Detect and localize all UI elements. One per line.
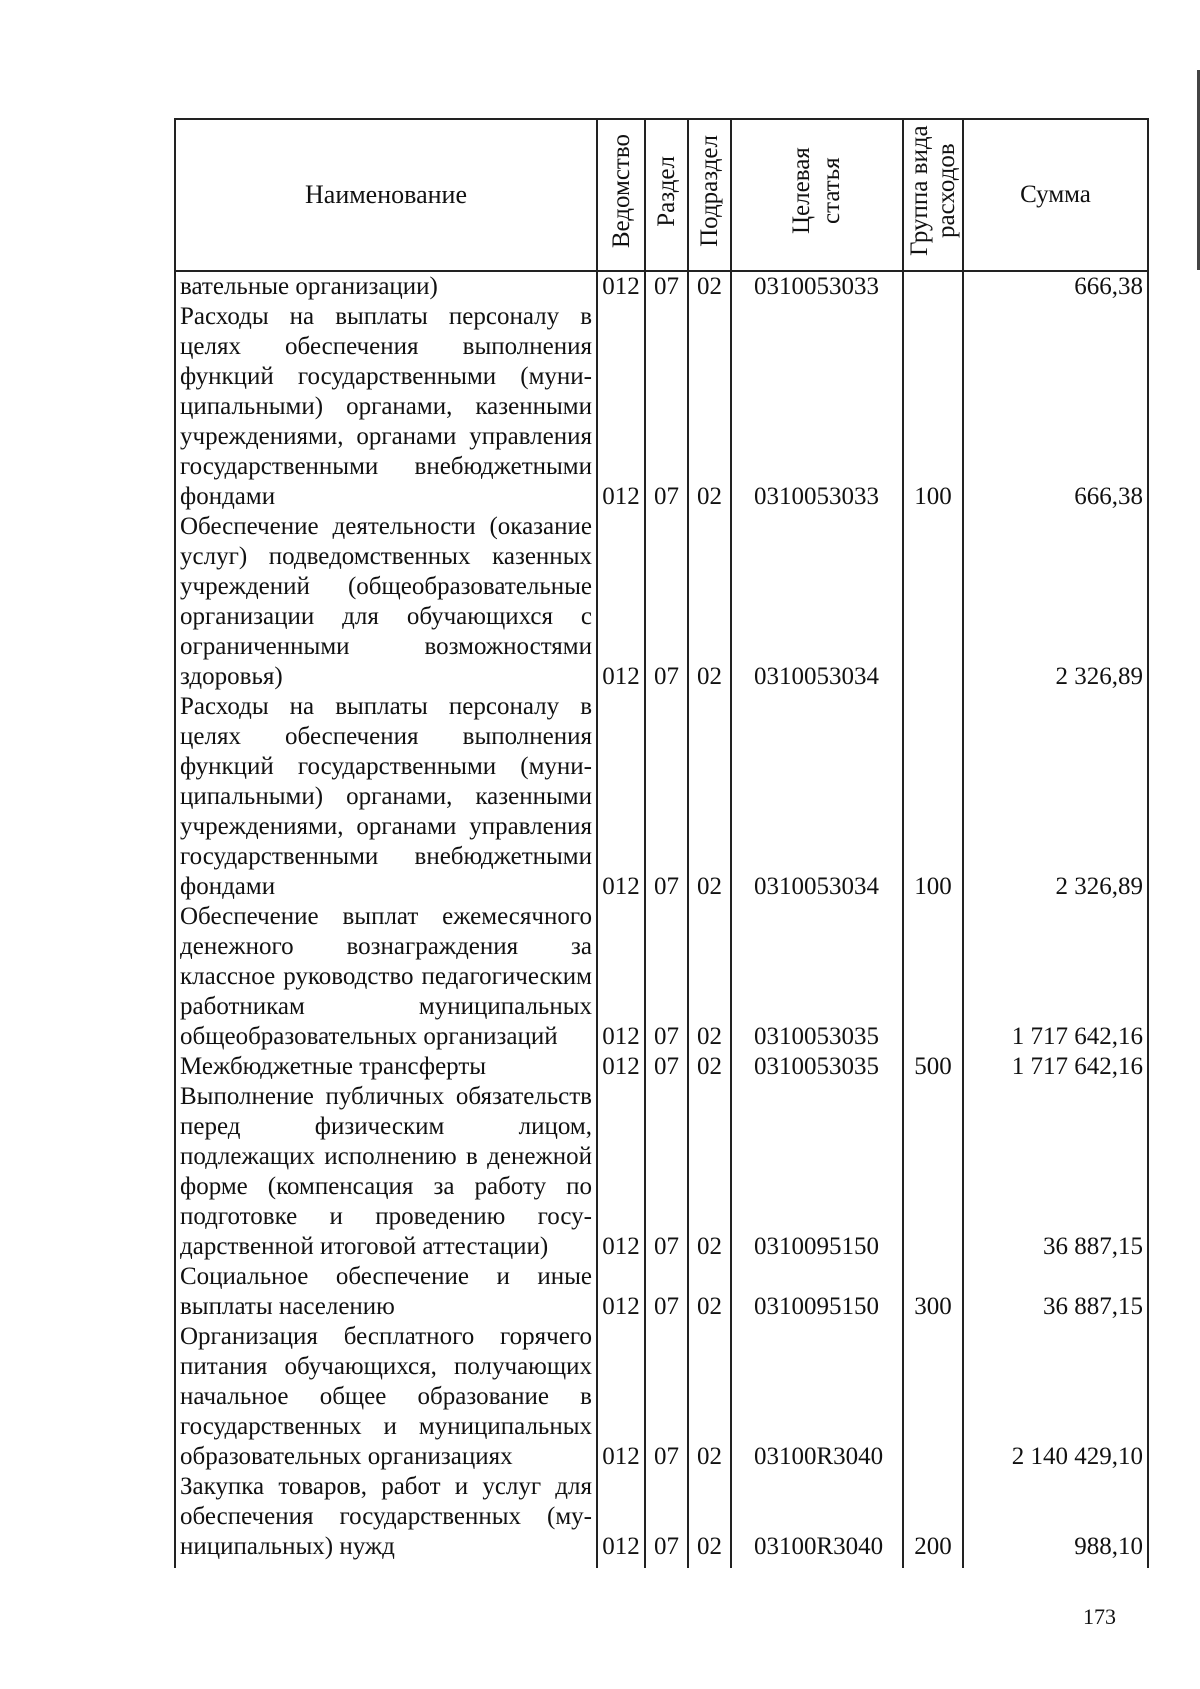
row-name: Выполнение публичных обязательств перед физическим лицом, подлежащих исполнению в денежной форме (компенсация за работу по подготовке и проведению государственной итоговой аттестации)	[175, 1082, 597, 1262]
page-number: 173	[1083, 1604, 1116, 1629]
row-razdel: 07	[645, 1322, 688, 1472]
header-razdel-label: Раздел	[653, 155, 680, 227]
row-name: вательные организации)	[175, 271, 597, 302]
header-name-label: Наименование	[305, 180, 467, 209]
row-razdel: 07	[645, 271, 688, 302]
row-name: Расходы на выплаты персоналу в целях обеспечения выполнения функций государственными (муниципальными) органами, казенными учреждениями, органами управления государственными внебюджетными фондами	[175, 302, 597, 512]
row-razdel: 07	[645, 302, 688, 512]
row-gruppa	[903, 902, 963, 1052]
header-gruppa	[903, 119, 963, 271]
row-vedomstvo: 012	[597, 1082, 645, 1262]
row-podrazdel: 02	[688, 302, 731, 512]
header-vedomstvo-label: Ведомство	[607, 133, 635, 249]
header-name	[175, 119, 597, 271]
row-summa: 2 326,89	[963, 692, 1148, 902]
row-summa: 666,38	[963, 271, 1148, 302]
row-summa: 988,10	[963, 1472, 1148, 1568]
row-celevaya-statya: 0310095150	[731, 1082, 903, 1262]
row-razdel: 07	[645, 1262, 688, 1322]
row-name: Межбюджетные трансферты	[175, 1052, 597, 1082]
row-vedomstvo: 012	[597, 1052, 645, 1082]
table-body	[175, 271, 1148, 1568]
row-podrazdel: 02	[688, 1052, 731, 1082]
table-row	[175, 1052, 1148, 1082]
row-gruppa: 200	[903, 1472, 963, 1568]
row-name: Расходы на выплаты персоналу в целях обеспечения выполнения функций государственными (муниципальными) органами, казенными учреждениями, органами управления государственными внебюджетными фондами	[175, 692, 597, 902]
row-podrazdel: 02	[688, 512, 731, 692]
row-celevaya-statya: 0310053033	[731, 271, 903, 302]
row-summa: 2 326,89	[963, 512, 1148, 692]
row-razdel: 07	[645, 902, 688, 1052]
row-podrazdel: 02	[688, 271, 731, 302]
row-summa: 1 717 642,16	[963, 902, 1148, 1052]
table-row	[175, 1262, 1148, 1322]
row-celevaya-statya: 0310095150	[731, 1262, 903, 1322]
header-razdel	[645, 119, 688, 271]
row-podrazdel: 02	[688, 902, 731, 1052]
row-vedomstvo: 012	[597, 1262, 645, 1322]
row-name: Организация бесплатного горячего питания обучающихся, получающих начальное общее образование в государственных и муниципальных образовательных организациях	[175, 1322, 597, 1472]
row-podrazdel: 02	[688, 1322, 731, 1472]
row-gruppa	[903, 271, 963, 302]
row-summa: 666,38	[963, 302, 1148, 512]
row-celevaya-statya: 0310053034	[731, 692, 903, 902]
row-razdel: 07	[645, 1052, 688, 1082]
header-summa	[963, 119, 1148, 271]
row-podrazdel: 02	[688, 1262, 731, 1322]
row-gruppa: 300	[903, 1262, 963, 1322]
budget-table	[174, 118, 1149, 1568]
row-name: Обеспечение выплат ежемесячного денежного вознаграждения за классное руководство педагогическим работникам муниципальных общеобразовательных организаций	[175, 902, 597, 1052]
row-summa: 36 887,15	[963, 1082, 1148, 1262]
row-summa: 1 717 642,16	[963, 1052, 1148, 1082]
row-celevaya-statya: 0310053035	[731, 1052, 903, 1082]
row-celevaya-statya: 03100R3040	[731, 1472, 903, 1568]
row-summa: 2 140 429,10	[963, 1322, 1148, 1472]
row-vedomstvo: 012	[597, 1472, 645, 1568]
row-name: Обеспечение деятельности (оказание услуг) подведомственных казенных учреждений (общеобразовательные организации для обучающихся с ограниченными возможностями здоровья)	[175, 512, 597, 692]
row-vedomstvo: 012	[597, 271, 645, 302]
row-celevaya-statya: 03100R3040	[731, 1322, 903, 1472]
header-vedomstvo	[597, 119, 645, 271]
table-row	[175, 1322, 1148, 1472]
row-gruppa	[903, 1082, 963, 1262]
row-summa: 36 887,15	[963, 1262, 1148, 1322]
row-razdel: 07	[645, 512, 688, 692]
row-vedomstvo: 012	[597, 302, 645, 512]
table-row	[175, 1472, 1148, 1568]
row-podrazdel: 02	[688, 1082, 731, 1262]
row-name: Социальное обеспечение и иные выплаты населению	[175, 1262, 597, 1322]
row-gruppa: 100	[903, 302, 963, 512]
row-podrazdel: 02	[688, 1472, 731, 1568]
row-gruppa: 100	[903, 692, 963, 902]
row-gruppa	[903, 512, 963, 692]
row-name: Закупка товаров, работ и услуг для обеспечения государственных (муниципальных) нужд	[175, 1472, 597, 1568]
table-row	[175, 902, 1148, 1052]
header-summa-label: Сумма	[1020, 181, 1091, 208]
row-gruppa: 500	[903, 1052, 963, 1082]
row-razdel: 07	[645, 1472, 688, 1568]
row-podrazdel: 02	[688, 692, 731, 902]
row-celevaya-statya: 0310053034	[731, 512, 903, 692]
row-gruppa	[903, 1322, 963, 1472]
table-row	[175, 271, 1148, 302]
row-vedomstvo: 012	[597, 512, 645, 692]
row-vedomstvo: 012	[597, 692, 645, 902]
header-celevaya-label: Целевая статья	[788, 147, 845, 235]
table-row	[175, 1082, 1148, 1262]
table-row	[175, 302, 1148, 512]
header-podrazdel	[688, 119, 731, 271]
row-vedomstvo: 012	[597, 902, 645, 1052]
header-celevaya-statya	[731, 119, 903, 271]
table-row	[175, 512, 1148, 692]
row-celevaya-statya: 0310053035	[731, 902, 903, 1052]
table-header	[175, 119, 1148, 271]
row-celevaya-statya: 0310053033	[731, 302, 903, 512]
row-vedomstvo: 012	[597, 1322, 645, 1472]
table-row	[175, 692, 1148, 902]
header-gruppa-label: Группа вида расходов	[906, 125, 960, 257]
row-razdel: 07	[645, 1082, 688, 1262]
row-razdel: 07	[645, 692, 688, 902]
header-podrazdel-label: Подраздел	[696, 135, 723, 247]
